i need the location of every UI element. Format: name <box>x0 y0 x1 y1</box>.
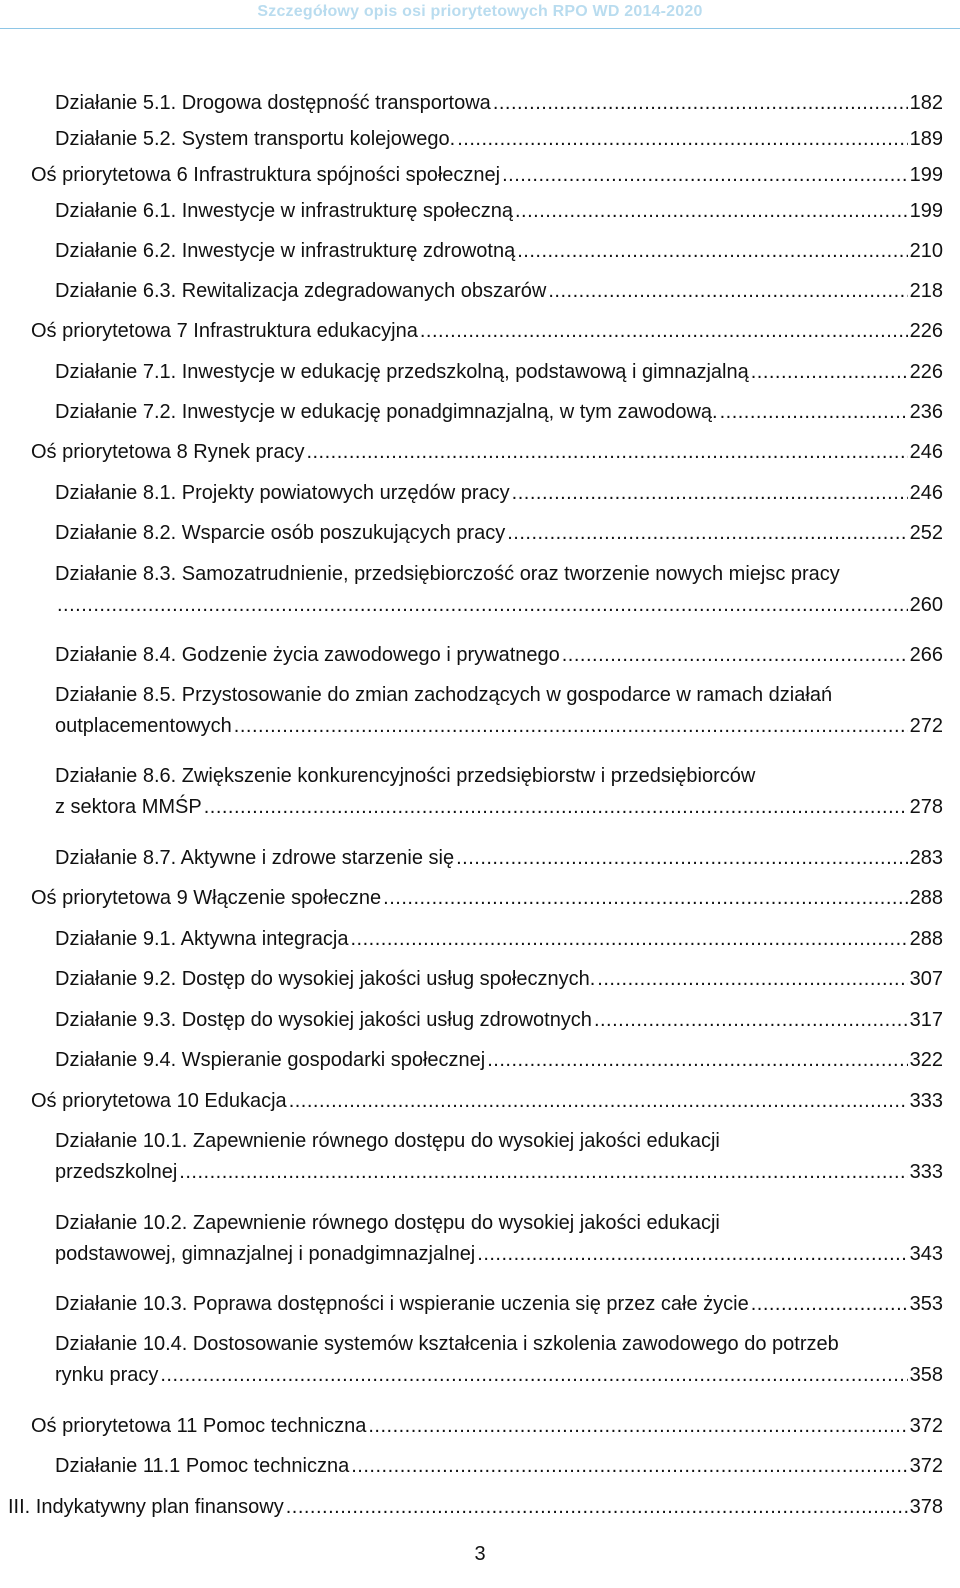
dot-leader <box>289 1086 908 1117</box>
toc-entry-label: Działanie 9.3. Dostęp do wysokiej jakości usług zdrowotnych <box>55 1009 592 1031</box>
toc-entry[interactable] <box>55 924 943 955</box>
dot-leader <box>457 124 907 155</box>
toc-entry-label: Działanie 6.1. Inwestycje w infrastrukturę społeczną <box>55 200 513 222</box>
page-footer <box>0 1543 960 1566</box>
toc-entry[interactable] <box>55 1045 943 1076</box>
toc-entry-page-number: 210 <box>909 240 943 262</box>
toc-entry[interactable] <box>55 236 943 267</box>
toc-entry-label: Oś priorytetowa 9 Włączenie społeczne <box>31 887 382 909</box>
toc-entry-page-number: 322 <box>909 1049 943 1071</box>
toc-entry[interactable] <box>55 1208 943 1270</box>
dot-leader <box>383 883 907 914</box>
toc-entry-label: Działanie 7.2. Inwestycje w edukację ponadgimnazjalną, w tym zawodową. <box>55 401 718 423</box>
toc-entry-label: Działanie 6.3. Rewitalizacja zdegradowanych obszarów <box>55 280 547 302</box>
toc-entry-label: Działanie 5.2. System transportu kolejowego. <box>55 128 456 150</box>
toc-entry[interactable] <box>55 640 943 671</box>
toc-entry-page-number: 226 <box>909 320 943 342</box>
toc-entry[interactable] <box>8 1492 943 1523</box>
toc-entry[interactable] <box>55 1289 943 1320</box>
toc-entry-label: Działanie 9.2. Dostęp do wysokiej jakości usług społecznych. <box>55 968 596 990</box>
dot-leader <box>515 196 908 227</box>
toc-entry-page-number: 372 <box>909 1415 943 1437</box>
toc-entry-label: III. Indykatywny plan finansowy <box>8 1496 284 1518</box>
toc-entry-label: Działanie 8.5. Przystosowanie do zmian zachodzących w gospodarce w ramach działań <box>55 684 833 706</box>
dot-leader <box>512 478 908 509</box>
toc-entry-page-number: 252 <box>909 522 943 544</box>
toc-entry-page-number: 236 <box>909 401 943 423</box>
dot-leader <box>507 518 907 549</box>
toc-entry-page-number: 343 <box>909 1243 943 1265</box>
toc-entry[interactable] <box>31 316 943 347</box>
toc-entry-label: Działanie 10.1. Zapewnienie równego dostępu do wysokiej jakości edukacji <box>55 1130 720 1152</box>
toc-entry[interactable] <box>55 518 943 549</box>
toc-entry[interactable] <box>55 680 943 742</box>
toc-entry-page-number: 288 <box>909 887 943 909</box>
toc-entry-label: Działanie 10.2. Zapewnienie równego dostępu do wysokiej jakości edukacji <box>55 1212 720 1234</box>
toc-entry[interactable] <box>55 1451 943 1482</box>
toc-entry[interactable] <box>31 1086 943 1117</box>
dot-leader <box>517 236 907 267</box>
dot-leader <box>477 1239 907 1270</box>
toc-entry-page-number: 317 <box>909 1009 943 1031</box>
dot-leader <box>751 1289 908 1320</box>
toc-entry-page-number: 246 <box>909 441 943 463</box>
toc-entry-page-number: 189 <box>909 128 943 150</box>
dot-leader <box>594 1005 908 1036</box>
toc-entry-page-number: 378 <box>909 1496 943 1518</box>
toc-entry-page-number: 353 <box>909 1293 943 1315</box>
toc-entry[interactable] <box>55 276 943 307</box>
toc-entry[interactable] <box>55 124 943 155</box>
toc-entry-label: Działanie 8.1. Projekty powiatowych urzędów pracy <box>55 482 510 504</box>
toc-entry-page-number: 333 <box>909 1090 943 1112</box>
document-header <box>0 0 960 29</box>
toc-entry-label: Działanie 8.4. Godzenie życia zawodowego i prywatnego <box>55 644 560 666</box>
toc-entry-page-number: 266 <box>909 644 943 666</box>
toc-entry-label: Działanie 10.3. Poprawa dostępności i wspieranie uczenia się przez całe życie <box>55 1293 749 1315</box>
toc-entry-label: Działanie 7.1. Inwestycje w edukację przedszkolną, podstawową i gimnazjalną <box>55 361 749 383</box>
dot-leader <box>286 1492 908 1523</box>
toc-entry[interactable] <box>31 1411 943 1442</box>
dot-leader <box>234 711 908 742</box>
toc-entry-page-number: 372 <box>909 1455 943 1477</box>
toc-entry-page-number: 218 <box>909 280 943 302</box>
toc-entry[interactable] <box>55 478 943 509</box>
toc-entry[interactable] <box>31 160 943 191</box>
dot-leader <box>548 276 907 307</box>
toc-entry[interactable] <box>55 88 943 119</box>
dot-leader <box>456 843 908 874</box>
dot-leader <box>160 1360 907 1391</box>
toc-entry-label: Działanie 8.2. Wsparcie osób poszukujących pracy <box>55 522 506 544</box>
toc-entry-label: Działanie 6.2. Inwestycje w infrastrukturę zdrowotną <box>55 240 516 262</box>
toc-entry-label-continuation: podstawowej, gimnazjalnej i ponadgimnazjalnej <box>55 1243 476 1265</box>
toc-entry-label: Oś priorytetowa 6 Infrastruktura spójności społecznej <box>31 164 501 186</box>
toc-entry-page-number: 246 <box>909 482 943 504</box>
toc-entry-page-number: 226 <box>909 361 943 383</box>
toc-entry-label: Działanie 9.1. Aktywna integracja <box>55 928 349 950</box>
dot-leader <box>351 924 908 955</box>
toc-entry[interactable] <box>31 437 943 468</box>
dot-leader <box>420 316 908 347</box>
dot-leader <box>179 1157 907 1188</box>
toc-entry-page-number: 288 <box>909 928 943 950</box>
toc-entry-page-number: 283 <box>909 847 943 869</box>
toc-entry-label: Działanie 10.4. Dostosowanie systemów kształcenia i szkolenia zawodowego do potrzeb <box>55 1333 839 1355</box>
toc-entry[interactable] <box>55 964 943 995</box>
page-number: 3 <box>474 1543 486 1565</box>
toc-entry-page-number: 278 <box>909 796 943 818</box>
dot-leader <box>597 964 907 995</box>
toc-entry[interactable] <box>55 843 943 874</box>
toc-entry-label-continuation: przedszkolnej <box>55 1161 178 1183</box>
toc-entry-label: Oś priorytetowa 8 Rynek pracy <box>31 441 305 463</box>
toc-entry-page-number: 272 <box>909 715 943 737</box>
toc-entry-label: Oś priorytetowa 7 Infrastruktura edukacyjna <box>31 320 418 342</box>
toc-entry-label-continuation: outplacementowych <box>55 715 232 737</box>
toc-entry-page-number: 199 <box>909 164 943 186</box>
toc-entry[interactable] <box>55 559 943 621</box>
toc-entry-label: Oś priorytetowa 10 Edukacja <box>31 1090 287 1112</box>
toc-entry-label: Działanie 11.1 Pomoc techniczna <box>55 1455 350 1477</box>
toc-entry-label-continuation: z sektora MMŚP <box>55 796 202 818</box>
dot-leader <box>493 88 908 119</box>
toc-entry[interactable] <box>55 761 943 823</box>
toc-entry-page-number: 358 <box>909 1364 943 1386</box>
toc-entry-label: Działanie 8.6. Zwiększenie konkurencyjności przedsiębiorstw i przedsiębiorców <box>55 765 756 787</box>
toc-entry-page-number: 333 <box>909 1161 943 1183</box>
toc-entry[interactable] <box>55 1329 943 1391</box>
header-title: Szczegółowy opis osi priorytetowych RPO WD 2014-2020 <box>257 3 703 20</box>
dot-leader <box>351 1451 907 1482</box>
toc-entry-label-continuation: rynku pracy <box>55 1364 159 1386</box>
dot-leader <box>751 357 908 388</box>
dot-leader <box>562 640 908 671</box>
toc-entry[interactable] <box>55 397 943 428</box>
toc-entry-label: Działanie 9.4. Wspieranie gospodarki społecznej <box>55 1049 486 1071</box>
dot-leader <box>204 792 908 823</box>
toc-entry[interactable] <box>31 883 943 914</box>
toc-entry-label: Działanie 8.3. Samozatrudnienie, przedsiębiorczość oraz tworzenie nowych miejsc pracy <box>55 563 840 585</box>
dot-leader <box>502 160 908 191</box>
dot-leader <box>720 397 908 428</box>
dot-leader <box>368 1411 907 1442</box>
toc-entry-page-number: 307 <box>909 968 943 990</box>
toc-entry[interactable] <box>55 196 943 227</box>
toc-entry[interactable] <box>55 357 943 388</box>
toc-entry[interactable] <box>55 1126 943 1188</box>
toc-entry-page-number: 182 <box>909 92 943 114</box>
toc-entry-label: Oś priorytetowa 11 Pomoc techniczna <box>31 1415 367 1437</box>
dot-leader <box>306 437 907 468</box>
toc-entry-page-number: 260 <box>909 594 943 616</box>
toc-entry-page-number: 199 <box>909 200 943 222</box>
toc-entry-label: Działanie 5.1. Drogowa dostępność transportowa <box>55 92 491 114</box>
dot-leader <box>57 590 908 621</box>
toc-entry-label: Działanie 8.7. Aktywne i zdrowe starzenie się <box>55 847 455 869</box>
toc-entry[interactable] <box>55 1005 943 1036</box>
dot-leader <box>487 1045 907 1076</box>
